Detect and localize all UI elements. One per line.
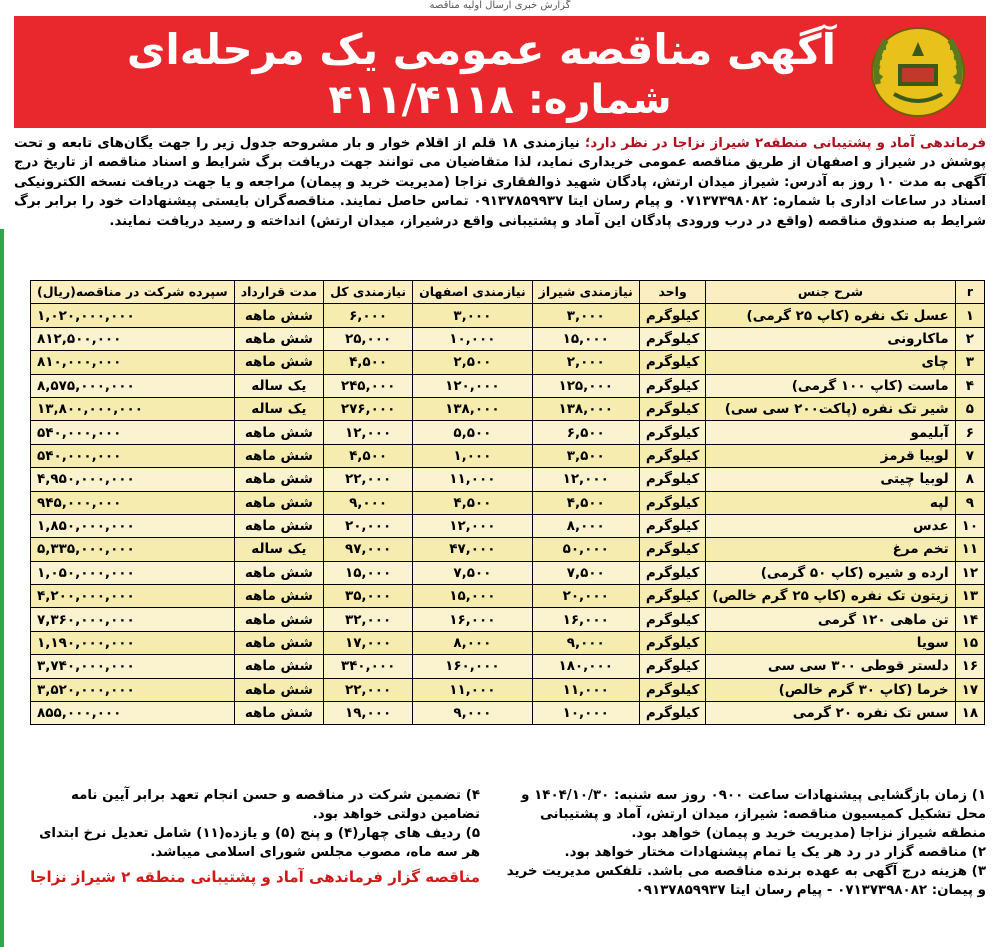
intro-highlight: فرماندهی آماد و پشتیبانی منطقه۲ شیراز نزاجا در نظر دارد؛ [584, 136, 986, 151]
note-3: ۳) هزینه درج آگهی به عهده برنده مناقصه می باشد. تلفکس مدیریت خرید و پیمان: ۰۷۱۳۷۳۹۸۰۸۲ - پیام رسان ایتا ۰۹۱۳۷۸۵۹۹۳۷ [506, 864, 986, 898]
cell-isfahan-qty: ۱۳۸,۰۰۰ [413, 397, 533, 420]
cell-duration: شش ماهه [234, 468, 323, 491]
cell-description: شیر تک نفره (پاکت۲۰۰ سی سی) [706, 397, 955, 420]
table-row [31, 631, 985, 654]
cell-isfahan-qty: ۱۲,۰۰۰ [413, 514, 533, 537]
cell-shiraz-qty: ۲,۰۰۰ [532, 351, 639, 374]
cell-description: ماکارونی [706, 327, 955, 350]
cell-row-index: ۶ [955, 421, 984, 444]
cell-duration: شش ماهه [234, 702, 323, 725]
cell-deposit: ۸۱۲,۵۰۰,۰۰۰ [31, 327, 235, 350]
cell-total-qty: ۹۷,۰۰۰ [324, 538, 413, 561]
cell-unit: کیلوگرم [639, 444, 705, 467]
cell-total-qty: ۲۰,۰۰۰ [324, 514, 413, 537]
cell-shiraz-qty: ۴,۵۰۰ [532, 491, 639, 514]
table-row [31, 468, 985, 491]
cell-total-qty: ۲۲,۰۰۰ [324, 678, 413, 701]
cell-row-index: ۳ [955, 351, 984, 374]
col-header-row-index: r [955, 281, 984, 304]
note-1: ۱) زمان بازگشایی پیشنهادات ساعت ۰۹۰۰ روز سه شنبه: ۱۴۰۴/۱۰/۳۰ و محل تشکیل کمیسیون مناقصه: شیراز، میدان ارتش، آماد و پشتیبانی منطقه شیراز نزاجا (مدیریت خرید و پیمان) خواهد بود. [521, 788, 986, 841]
cell-isfahan-qty: ۴,۵۰۰ [413, 491, 533, 514]
cell-unit: کیلوگرم [639, 631, 705, 654]
cell-isfahan-qty: ۱۵,۰۰۰ [413, 585, 533, 608]
left-edge-bar [0, 229, 4, 947]
cell-shiraz-qty: ۱۱,۰۰۰ [532, 678, 639, 701]
cell-unit: کیلوگرم [639, 304, 705, 327]
cell-shiraz-qty: ۱۲۵,۰۰۰ [532, 374, 639, 397]
table-row [31, 327, 985, 350]
cell-deposit: ۴,۲۰۰,۰۰۰,۰۰۰ [31, 585, 235, 608]
cell-duration: شش ماهه [234, 561, 323, 584]
notice-header [14, 16, 986, 128]
cell-total-qty: ۲۵,۰۰۰ [324, 327, 413, 350]
cell-duration: یک ساله [234, 538, 323, 561]
table-row [31, 561, 985, 584]
cell-isfahan-qty: ۱۶,۰۰۰ [413, 608, 533, 631]
cell-isfahan-qty: ۳,۰۰۰ [413, 304, 533, 327]
cell-total-qty: ۶,۰۰۰ [324, 304, 413, 327]
cell-row-index: ۹ [955, 491, 984, 514]
col-header-deposit: سپرده شرکت در مناقصه(ریال) [31, 281, 235, 304]
army-emblem-icon [858, 24, 978, 120]
cell-total-qty: ۹,۰۰۰ [324, 491, 413, 514]
cell-shiraz-qty: ۶,۵۰۰ [532, 421, 639, 444]
table-row [31, 678, 985, 701]
cell-unit: کیلوگرم [639, 491, 705, 514]
cell-duration: شش ماهه [234, 631, 323, 654]
col-header-total: نیازمندی کل [324, 281, 413, 304]
items-table [30, 280, 985, 725]
cell-deposit: ۸,۵۷۵,۰۰۰,۰۰۰ [31, 374, 235, 397]
cell-isfahan-qty: ۱۲۰,۰۰۰ [413, 374, 533, 397]
cell-total-qty: ۱۲,۰۰۰ [324, 421, 413, 444]
cell-row-index: ۱۱ [955, 538, 984, 561]
intro-paragraph [14, 134, 986, 231]
cell-duration: شش ماهه [234, 351, 323, 374]
cell-shiraz-qty: ۱۳۸,۰۰۰ [532, 397, 639, 420]
cell-description: عسل تک نفره (کاپ ۲۵ گرمی) [706, 304, 955, 327]
cell-shiraz-qty: ۲۰,۰۰۰ [532, 585, 639, 608]
cell-description: لوبیا چیتی [706, 468, 955, 491]
cell-unit: کیلوگرم [639, 421, 705, 444]
cell-description: زیتون تک نفره (کاپ ۲۵ گرم خالص) [706, 585, 955, 608]
table-row [31, 702, 985, 725]
table-row [31, 491, 985, 514]
note-4: ۴) تضمین شرکت در مناقصه و حسن انجام تعهد برابر آیین نامه تضامین دولتی خواهد بود. [70, 788, 480, 822]
cell-shiraz-qty: ۹,۰۰۰ [532, 631, 639, 654]
cell-duration: شش ماهه [234, 304, 323, 327]
cell-duration: شش ماهه [234, 655, 323, 678]
cell-description: لوبیا قرمز [706, 444, 955, 467]
cell-duration: شش ماهه [234, 327, 323, 350]
table-row [31, 304, 985, 327]
cell-deposit: ۵۴۰,۰۰۰,۰۰۰ [31, 421, 235, 444]
cell-unit: کیلوگرم [639, 351, 705, 374]
cell-isfahan-qty: ۹,۰۰۰ [413, 702, 533, 725]
cell-unit: کیلوگرم [639, 608, 705, 631]
table-row [31, 608, 985, 631]
cell-isfahan-qty: ۲,۵۰۰ [413, 351, 533, 374]
cell-deposit: ۸۱۰,۰۰۰,۰۰۰ [31, 351, 235, 374]
cell-description: ماست (کاپ ۱۰۰ گرمی) [706, 374, 955, 397]
cell-deposit: ۱۳,۸۰۰,۰۰۰,۰۰۰ [31, 397, 235, 420]
cell-deposit: ۳,۵۲۰,۰۰۰,۰۰۰ [31, 678, 235, 701]
cell-unit: کیلوگرم [639, 374, 705, 397]
cell-total-qty: ۳۲,۰۰۰ [324, 608, 413, 631]
cell-deposit: ۳,۷۴۰,۰۰۰,۰۰۰ [31, 655, 235, 678]
cell-duration: یک ساله [234, 374, 323, 397]
cell-isfahan-qty: ۱,۰۰۰ [413, 444, 533, 467]
cell-deposit: ۱,۰۵۰,۰۰۰,۰۰۰ [31, 561, 235, 584]
cell-row-index: ۴ [955, 374, 984, 397]
cell-unit: کیلوگرم [639, 561, 705, 584]
notice-number: شماره: ۴۱۱/۴۱۱۸ [328, 77, 672, 123]
cell-shiraz-qty: ۷,۵۰۰ [532, 561, 639, 584]
table-row [31, 514, 985, 537]
cell-unit: کیلوگرم [639, 702, 705, 725]
col-header-shiraz: نیازمندی شیراز [532, 281, 639, 304]
cell-total-qty: ۱۷,۰۰۰ [324, 631, 413, 654]
table-row [31, 444, 985, 467]
cell-total-qty: ۴,۵۰۰ [324, 351, 413, 374]
cell-unit: کیلوگرم [639, 327, 705, 350]
cell-duration: شش ماهه [234, 608, 323, 631]
cell-deposit: ۹۴۵,۰۰۰,۰۰۰ [31, 491, 235, 514]
cell-unit: کیلوگرم [639, 655, 705, 678]
cell-unit: کیلوگرم [639, 514, 705, 537]
cell-unit: کیلوگرم [639, 678, 705, 701]
cell-deposit: ۴,۹۵۰,۰۰۰,۰۰۰ [31, 468, 235, 491]
cell-deposit: ۷,۳۶۰,۰۰۰,۰۰۰ [31, 608, 235, 631]
cell-deposit: ۱,۱۹۰,۰۰۰,۰۰۰ [31, 631, 235, 654]
table-row [31, 585, 985, 608]
cell-description: تن ماهی ۱۲۰ گرمی [706, 608, 955, 631]
cell-duration: شش ماهه [234, 678, 323, 701]
cell-shiraz-qty: ۸,۰۰۰ [532, 514, 639, 537]
table-row [31, 397, 985, 420]
cell-isfahan-qty: ۸,۰۰۰ [413, 631, 533, 654]
cell-row-index: ۷ [955, 444, 984, 467]
notice-title: آگهی مناقصه عمومی یک مرحله‌ای [126, 25, 836, 74]
cell-total-qty: ۴,۵۰۰ [324, 444, 413, 467]
cell-row-index: ۵ [955, 397, 984, 420]
cell-duration: شش ماهه [234, 514, 323, 537]
cell-row-index: ۱۴ [955, 608, 984, 631]
table-header-row [31, 281, 985, 304]
cell-row-index: ۲ [955, 327, 984, 350]
cell-shiraz-qty: ۳,۵۰۰ [532, 444, 639, 467]
cell-row-index: ۱۳ [955, 585, 984, 608]
cell-row-index: ۱۸ [955, 702, 984, 725]
cell-description: ارده و شیره (کاپ ۵۰ گرمی) [706, 561, 955, 584]
cell-total-qty: ۲۲,۰۰۰ [324, 468, 413, 491]
cell-description: تخم مرغ [706, 538, 955, 561]
cell-description: سویا [706, 631, 955, 654]
cell-duration: شش ماهه [234, 491, 323, 514]
cell-description: لپه [706, 491, 955, 514]
col-header-duration: مدت قرارداد [234, 281, 323, 304]
cell-row-index: ۸ [955, 468, 984, 491]
cell-isfahan-qty: ۵,۵۰۰ [413, 421, 533, 444]
col-header-unit: واحد [639, 281, 705, 304]
cell-duration: شش ماهه [234, 444, 323, 467]
cell-description: خرما (کاپ ۳۰ گرم خالص) [706, 678, 955, 701]
table-row [31, 655, 985, 678]
table-body [31, 304, 985, 725]
cell-deposit: ۵,۳۳۵,۰۰۰,۰۰۰ [31, 538, 235, 561]
intro-body: نیازمندی ۱۸ قلم از اقلام خوار و بار مشروحه جدول زیر را جهت یگان‌های تابعه و تحت پوشش در شیراز و اصفهان از طریق مناقصه عمومی خریداری نماید، لذا متقاضیان می توانند جهت دریافت برگ شرایط و اسناد مناقصه از تاریخ درج آگهی به مدت ۱۰ روز به آدرس: شیراز میدان ارتش، پادگان شهید ذوالفقاری نزاجا (مدیریت خرید و پیمان) مراجعه و یا جهت دریافت نسخه الکترونیکی اسناد در ساعات اداری با شماره: ۰۷۱۳۷۳۹۸۰۸۲ و پیام رسان ایتا ۰۹۱۳۷۸۵۹۹۳۷ تماس حاصل نمایند. مناقصه‌گران بایستی پیشنهادات خود را برابر برگ شرایط به صندوق مناقصه (واقع در درب ورودی پادگان این آماد و پشتیبانی واقع درشیراز، میدان ارتش) انداخته و رسید دریافت نمایند. [14, 136, 987, 229]
cell-deposit: ۱,۰۲۰,۰۰۰,۰۰۰ [31, 304, 235, 327]
col-header-isfahan: نیازمندی اصفهان [413, 281, 533, 304]
col-header-description: شرح جنس [706, 281, 955, 304]
cell-row-index: ۱۰ [955, 514, 984, 537]
cell-duration: شش ماهه [234, 585, 323, 608]
cell-unit: کیلوگرم [639, 397, 705, 420]
table-row [31, 374, 985, 397]
cell-shiraz-qty: ۱۵,۰۰۰ [532, 327, 639, 350]
cell-description: دلستر قوطی ۳۰۰ سی سی [706, 655, 955, 678]
cell-total-qty: ۲۷۶,۰۰۰ [324, 397, 413, 420]
top-strip-text: گزارش خبری ارسال اولیه مناقصه [429, 0, 571, 11]
cell-description: سس تک نفره ۲۰ گرمی [706, 702, 955, 725]
cell-duration: شش ماهه [234, 421, 323, 444]
cell-shiraz-qty: ۱۰,۰۰۰ [532, 702, 639, 725]
cell-row-index: ۱۷ [955, 678, 984, 701]
cell-total-qty: ۲۴۵,۰۰۰ [324, 374, 413, 397]
cell-isfahan-qty: ۷,۵۰۰ [413, 561, 533, 584]
cell-description: آبلیمو [706, 421, 955, 444]
cell-deposit: ۱,۸۵۰,۰۰۰,۰۰۰ [31, 514, 235, 537]
table-row [31, 538, 985, 561]
table-row [31, 351, 985, 374]
cell-total-qty: ۳۴۰,۰۰۰ [324, 655, 413, 678]
cell-total-qty: ۱۵,۰۰۰ [324, 561, 413, 584]
cell-row-index: ۱۵ [955, 631, 984, 654]
cell-row-index: ۱۲ [955, 561, 984, 584]
cell-deposit: ۸۵۵,۰۰۰,۰۰۰ [31, 702, 235, 725]
cell-isfahan-qty: ۱۱,۰۰۰ [413, 468, 533, 491]
cell-isfahan-qty: ۱۱,۰۰۰ [413, 678, 533, 701]
cell-description: چای [706, 351, 955, 374]
cell-row-index: ۱ [955, 304, 984, 327]
cell-shiraz-qty: ۵۰,۰۰۰ [532, 538, 639, 561]
cell-shiraz-qty: ۱۸۰,۰۰۰ [532, 655, 639, 678]
cell-total-qty: ۳۵,۰۰۰ [324, 585, 413, 608]
cell-row-index: ۱۶ [955, 655, 984, 678]
cell-shiraz-qty: ۱۲,۰۰۰ [532, 468, 639, 491]
cell-shiraz-qty: ۱۶,۰۰۰ [532, 608, 639, 631]
signature-line: مناقصه گزار فرماندهی آماد و پشتیبانی منطقه ۲ شیراز نزاجا [30, 868, 480, 886]
notes-right [506, 786, 986, 900]
cell-isfahan-qty: ۴۷,۰۰۰ [413, 538, 533, 561]
cell-duration: یک ساله [234, 397, 323, 420]
cell-unit: کیلوگرم [639, 585, 705, 608]
note-5: ۵) ردیف های چهار(۴) و پنج (۵) و یازده(۱۱) شامل تعدیل نرخ ابتدای هر سه ماه، مصوب مجلس شورای اسلامی میباشد. [39, 826, 480, 860]
notes-left [18, 786, 480, 887]
cell-total-qty: ۱۹,۰۰۰ [324, 702, 413, 725]
cell-unit: کیلوگرم [639, 538, 705, 561]
cell-isfahan-qty: ۱۰,۰۰۰ [413, 327, 533, 350]
cell-description: عدس [706, 514, 955, 537]
cell-isfahan-qty: ۱۶۰,۰۰۰ [413, 655, 533, 678]
cell-shiraz-qty: ۳,۰۰۰ [532, 304, 639, 327]
cell-deposit: ۵۴۰,۰۰۰,۰۰۰ [31, 444, 235, 467]
table-row [31, 421, 985, 444]
cell-unit: کیلوگرم [639, 468, 705, 491]
note-2: ۲) مناقصه گزار در رد هر یک یا تمام پیشنهادات مختار خواهد بود. [564, 845, 986, 860]
